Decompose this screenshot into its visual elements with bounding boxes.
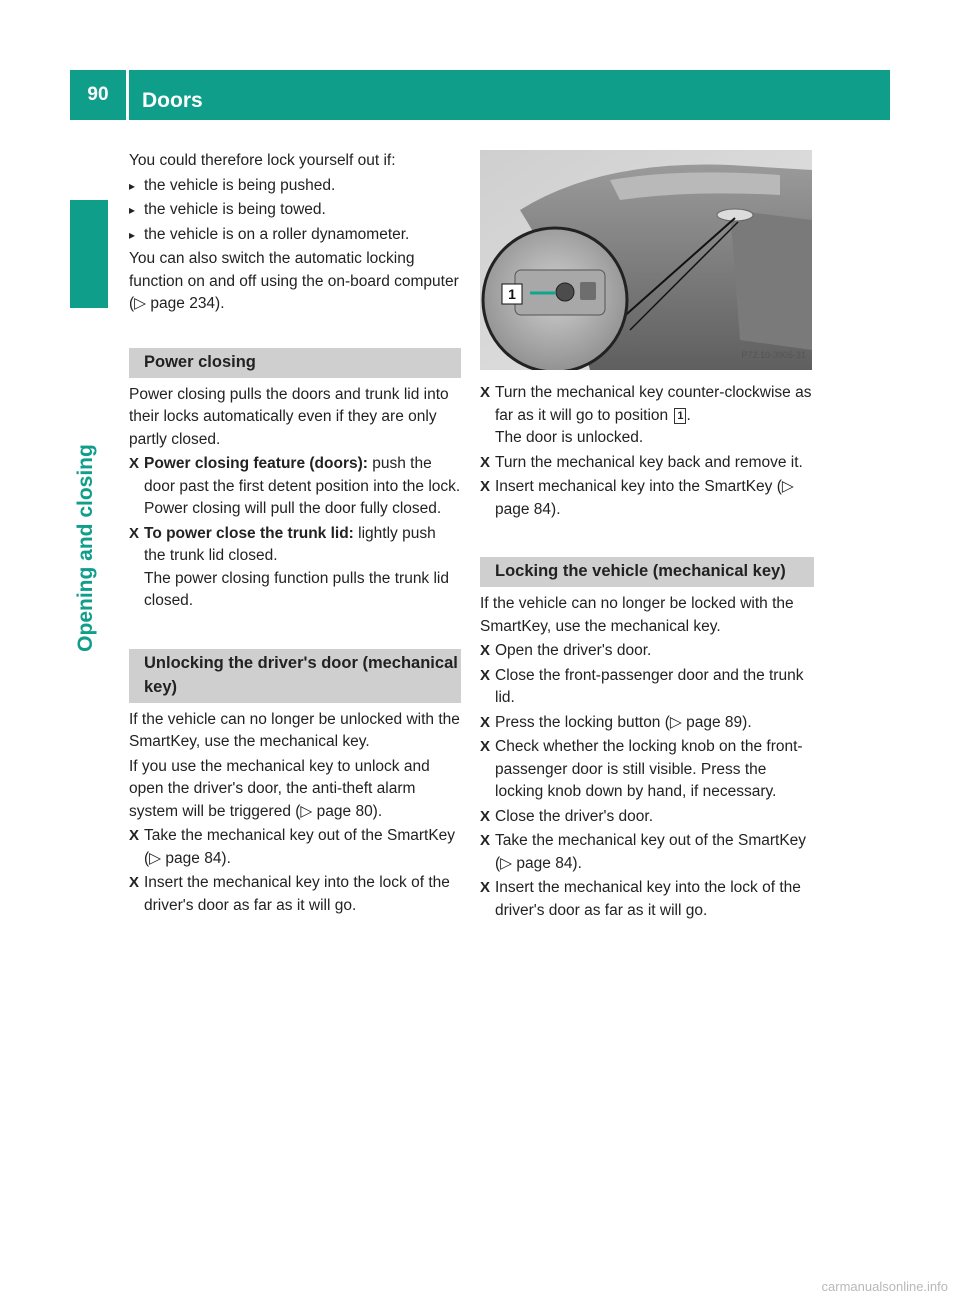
page-ref-arrow-icon: ▷ [300, 802, 317, 820]
right-column [480, 150, 814, 924]
section-heading-unlock: Unlocking the driver's door (mechanical key) [129, 649, 461, 703]
instruction-step: X Insert the mechanical key into the lock of the driver's door as far as it will go. [480, 877, 814, 922]
figure-code: P72.10-3905-31 [741, 349, 806, 360]
page-ref-arrow-icon: ▷ [500, 854, 517, 872]
left-column [129, 150, 461, 919]
page-ref-arrow-icon: ▷ [149, 849, 166, 867]
header-divider [126, 70, 129, 120]
lock-text: If the vehicle can no longer be locked with the SmartKey, use the mechanical key. [480, 595, 794, 635]
car-door-illustration [480, 150, 812, 370]
page-ref-arrow-icon: ▷ [134, 295, 151, 312]
step-result: The door is unlocked. [495, 429, 644, 446]
page-ref-link[interactable]: page 84). [165, 849, 231, 867]
list-item: ▸ the vehicle is on a roller dynamometer. [129, 224, 461, 247]
page-number: 90 [87, 84, 109, 105]
step-result: The power closing function pulls the trunk lid closed. [144, 569, 449, 609]
page-ref-link[interactable]: page 84). [495, 500, 561, 518]
instruction-step: X Close the front-passenger door and the trunk lid. [480, 665, 814, 710]
instruction-step: X Open the driver's door. [480, 640, 814, 663]
page-ref-link[interactable]: page 89). [686, 713, 752, 731]
page-ref-link[interactable]: page 234). [150, 295, 225, 312]
page-header [70, 70, 890, 120]
chapter-side-label: Opening and closing [74, 444, 97, 652]
instruction-step: X Turn the mechanical key counter-clockwise as far as it will go to position 1 . The door is unlocked. [480, 382, 814, 450]
watermark: carmanualsonline.info [821, 1279, 948, 1294]
position-number: 1 [674, 408, 686, 424]
instruction-step: X To power close the trunk lid: lightly push the trunk lid closed. The power closing function pulls the trunk lid closed. [129, 523, 461, 613]
page-ref-link[interactable]: page 84). [516, 854, 582, 872]
unlock-text-2: If you use the mechanical key to unlock and open the driver's door, the anti-theft alarm system will be triggered (▷ page 80). [129, 757, 430, 820]
instruction-step: X Check whether the locking knob on the front-passenger door is still visible. Press the locking knob down by hand, if necessary. [480, 736, 814, 804]
door-lock-figure [480, 150, 812, 370]
list-item: ▸ the vehicle is being pushed. [129, 175, 461, 198]
instruction-step: X Turn the mechanical key back and remove it. [480, 452, 814, 475]
instruction-step: X Close the driver's door. [480, 806, 814, 829]
page-ref-link[interactable]: page 80). [316, 802, 383, 820]
instruction-step: X Take the mechanical key out of the SmartKey (▷ page 84). [129, 825, 461, 870]
instruction-step: X Press the locking button (▷ page 89). [480, 712, 814, 735]
unlock-text-1: If the vehicle can no longer be unlocked with the SmartKey, use the mechanical key. [129, 710, 460, 750]
intro-text: You could therefore lock yourself out if: [129, 152, 396, 169]
side-tab-marker [70, 200, 108, 308]
auto-lock-text: You can also switch the automatic locking function on and off using the on-board computer (▷ page 234). [129, 250, 459, 312]
step-result: Power closing will pull the door fully closed. [144, 500, 442, 517]
section-heading-lock: Locking the vehicle (mechanical key) [480, 557, 814, 587]
instruction-step: X Insert mechanical key into the SmartKey (▷ page 84). [480, 476, 814, 521]
section-title: Doors [142, 89, 203, 112]
section-heading-power-closing: Power closing [129, 348, 461, 378]
page-ref-arrow-icon: ▷ [781, 478, 794, 495]
instruction-step: X Take the mechanical key out of the SmartKey (▷ page 84). [480, 830, 814, 875]
page-ref-arrow-icon: ▷ [669, 713, 687, 731]
instruction-step: X Insert the mechanical key into the lock of the driver's door as far as it will go. [129, 872, 461, 917]
instruction-step: X Power closing feature (doors): push the door past the first detent position into the lock. Power closing will pull the door fully closed. [129, 453, 461, 521]
power-closing-text: Power closing pulls the doors and trunk lid into their locks automatically even if they are only partly closed. [129, 385, 449, 448]
figure-callout-1: 1 [508, 286, 516, 302]
list-item: ▸ the vehicle is being towed. [129, 199, 461, 222]
